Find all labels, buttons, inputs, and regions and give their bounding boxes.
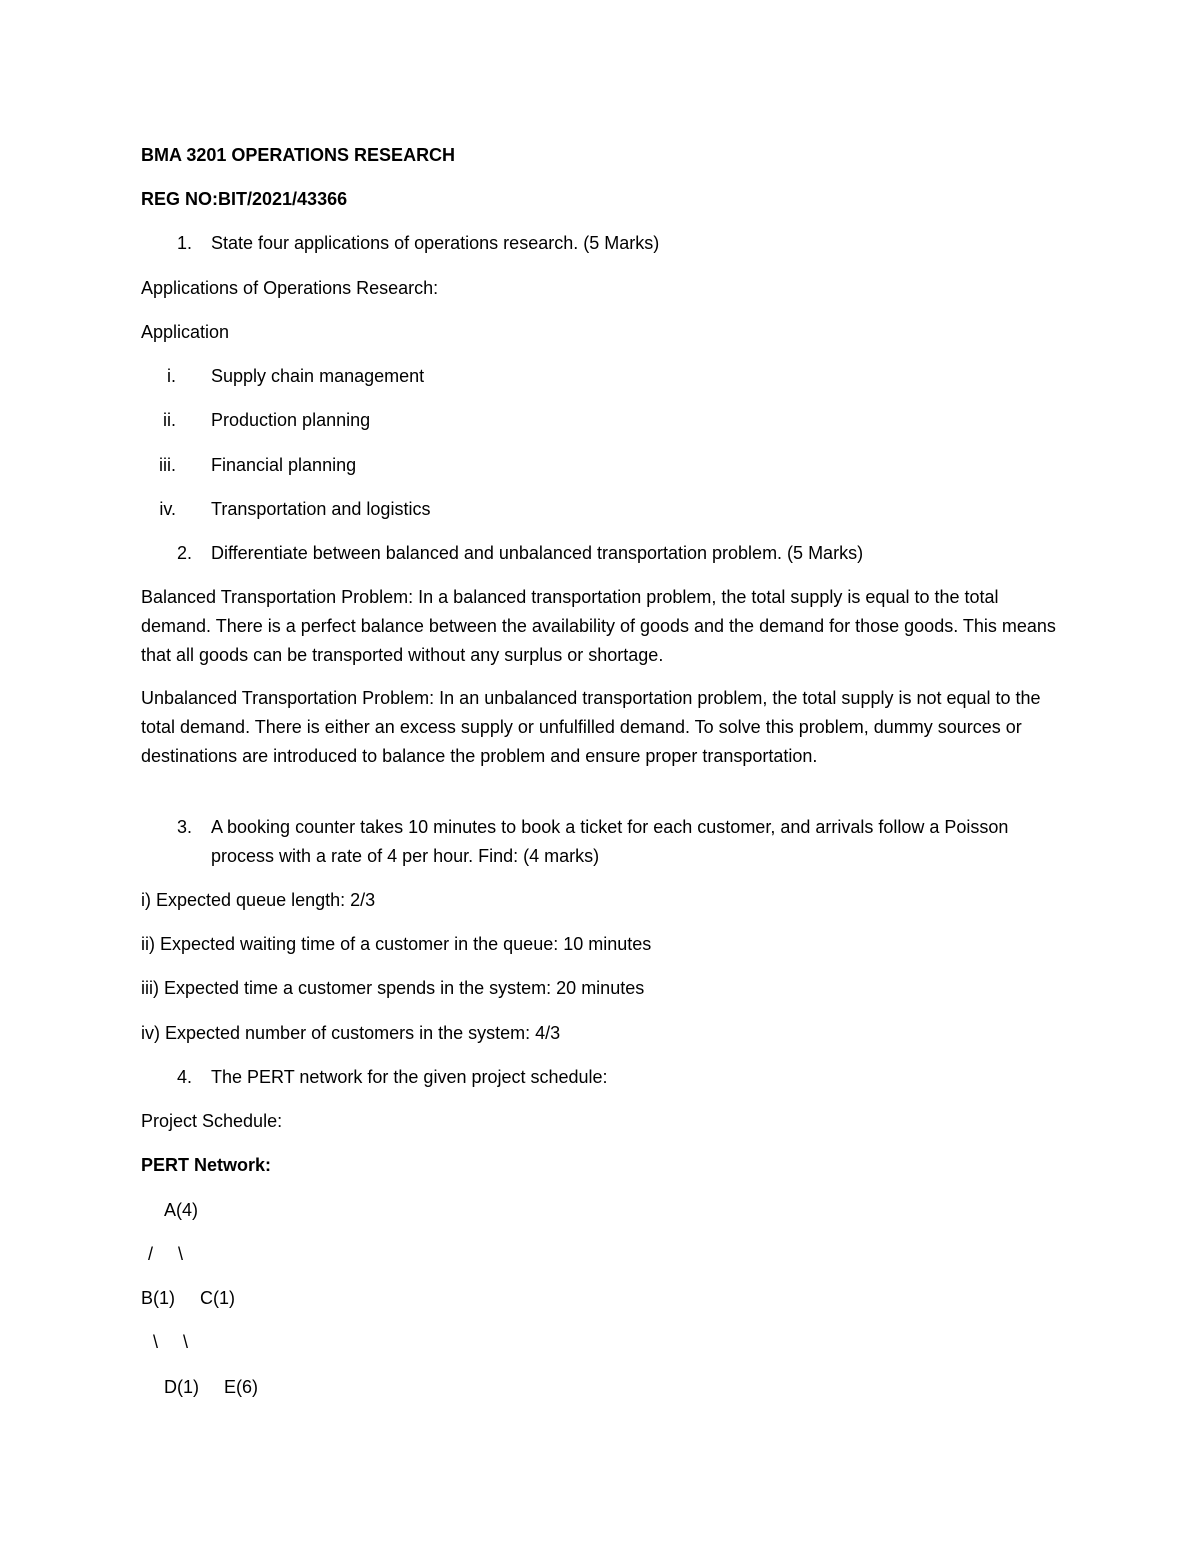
question-4-number: 4. [176,1067,192,1087]
question-3-number: 3. [176,817,192,837]
pert-edge-line: / \ [148,1244,184,1264]
pert-node-line: A(4) [164,1200,199,1220]
application-subheading: Application [141,322,230,342]
balanced-definition: Balanced Transportation Problem: In a balanced transportation problem, the total supply is equal to the total demand. There is a perfect balance between the availability of goods and the demand for those goods. This means that all goods can be transported without any surplus or shortage. [141,587,1056,665]
pert-network-label: PERT Network: [141,1155,272,1175]
project-schedule-label: Project Schedule: [141,1111,283,1131]
question-1-number: 1. [176,233,192,253]
applications-intro: Applications of Operations Research: [141,278,439,298]
list-item: Supply chain management [211,366,425,386]
list-numeral: iii. [159,455,176,475]
answer-line: iii) Expected time a customer spends in the system: 20 minutes [141,978,645,998]
answer-line: ii) Expected waiting time of a customer in the queue: 10 minutes [141,934,652,954]
question-4-text: The PERT network for the given project schedule: [211,1067,608,1087]
list-numeral: i. [167,366,176,386]
list-numeral: iv. [159,499,176,519]
list-item: Production planning [211,410,371,430]
list-numeral: ii. [163,410,176,430]
pert-node-line: B(1) C(1) [141,1288,236,1308]
course-title: BMA 3201 OPERATIONS RESEARCH [141,145,456,165]
pert-node-line: D(1) E(6) [164,1377,259,1397]
question-2-text: Differentiate between balanced and unbalanced transportation problem. (5 Marks) [211,543,864,563]
list-item: Financial planning [211,455,357,475]
answer-line: i) Expected queue length: 2/3 [141,890,376,910]
answer-line: iv) Expected number of customers in the system: 4/3 [141,1023,561,1043]
pert-edge-line: \ \ [153,1332,189,1352]
question-2-number: 2. [176,543,192,563]
reg-number: REG NO:BIT/2021/43366 [141,189,348,209]
unbalanced-definition: Unbalanced Transportation Problem: In an unbalanced transportation problem, the total supply is not equal to the total demand. There is either an excess supply or unfulfilled demand. To solve this problem, dummy sources or destinations are introduced to balance the problem and ensure proper transportation. [141,688,1041,766]
question-1-text: State four applications of operations research. (5 Marks) [211,233,660,253]
list-item: Transportation and logistics [211,499,431,519]
question-3-text: A booking counter takes 10 minutes to book a ticket for each customer, and arrivals follow a Poisson process with a rate of 4 per hour. Find: (4 marks) [211,817,1009,866]
